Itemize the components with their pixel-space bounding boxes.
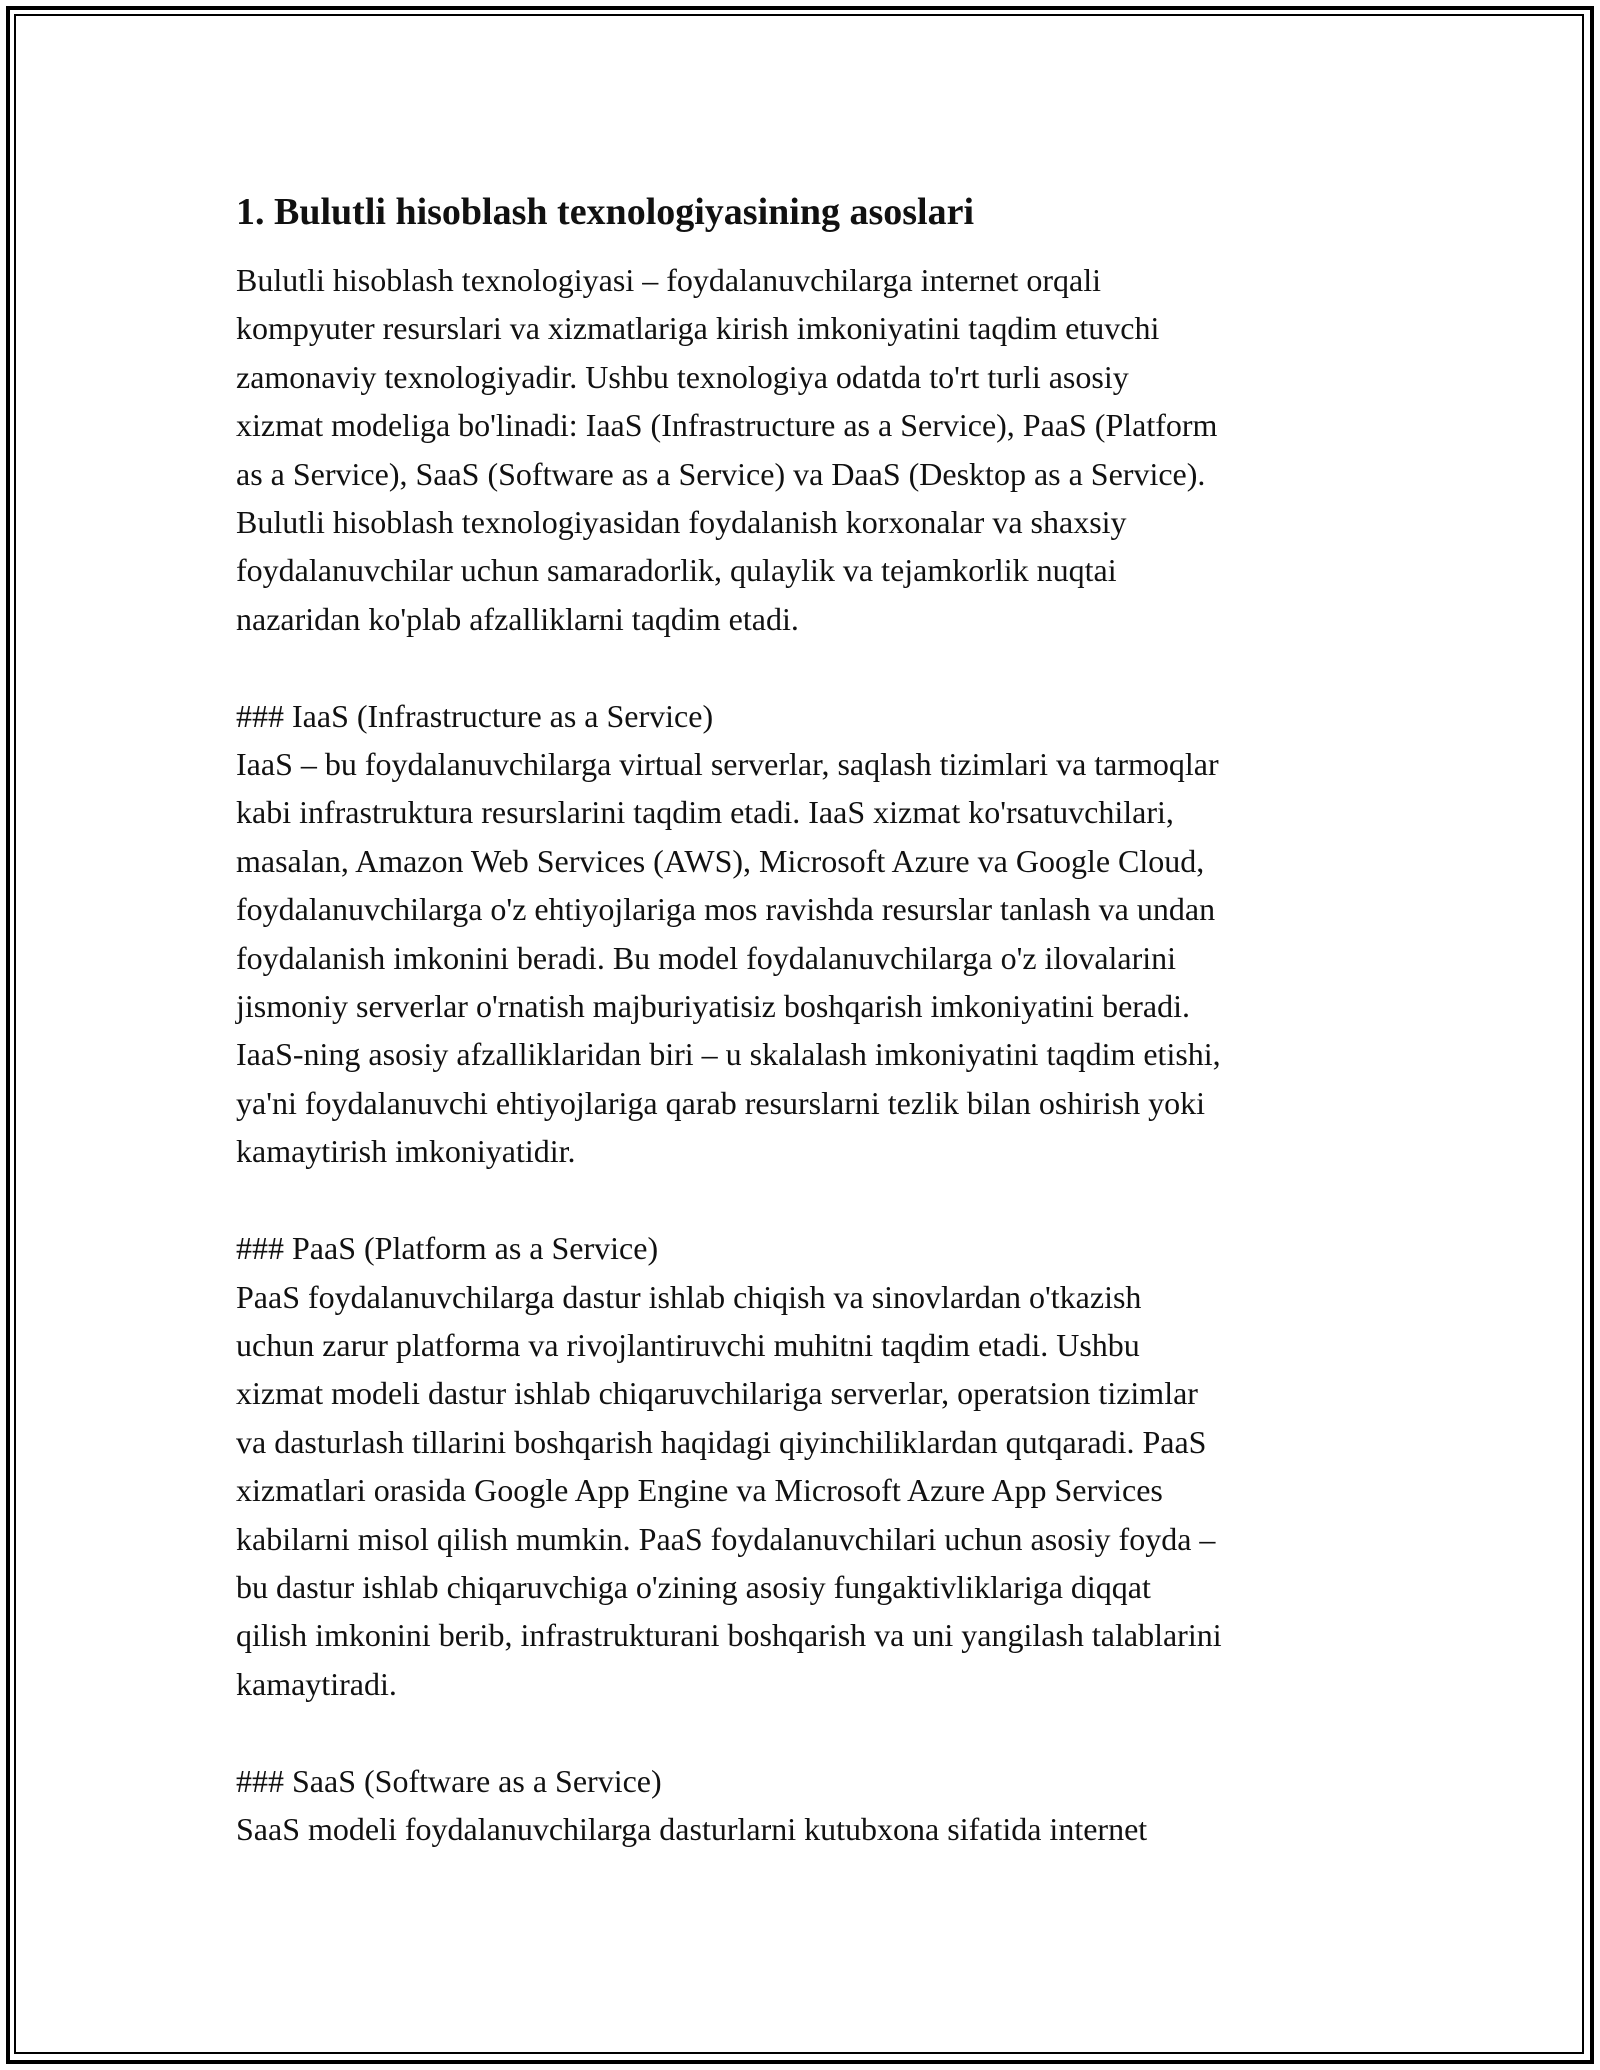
text-line: zamonaviy texnologiyadir. Ushbu texnologiya odatda to'rt turli asosiy: [236, 358, 1129, 395]
text-line: xizmat modeliga bo'linadi: IaaS (Infrastructure as a Service), PaaS (Platform: [236, 407, 1218, 444]
text-line: va dasturlash tillarini boshqarish haqidagi qiyinchiliklardan qutqaradi. PaaS: [236, 1423, 1207, 1460]
text-line: xizmatlari orasida Google App Engine va Microsoft Azure App Services: [236, 1472, 1163, 1509]
text-line: bu dastur ishlab chiqaruvchiga o'zining asosiy fungaktivliklariga diqqat: [236, 1568, 1151, 1605]
text-line: nazaridan ko'plab afzalliklarni taqdim etadi.: [236, 600, 799, 637]
text-line: IaaS – bu foydalanuvchilarga virtual serverlar, saqlash tizimlari va tarmoqlar: [236, 746, 1219, 783]
text-line: kamaytirish imkoniyatidir.: [236, 1133, 576, 1170]
section-heading: ### PaaS (Platform as a Service): [236, 1230, 659, 1267]
section-paragraph: [236, 1805, 1376, 1853]
text-line: uchun zarur platforma va rivojlantiruvchi muhitni taqdim etadi. Ushbu: [236, 1326, 1140, 1363]
section-paas: [236, 1224, 1376, 1708]
document-body: [236, 186, 1376, 1853]
text-line: kompyuter resurslari va xizmatlariga kirish imkoniyatini taqdim etuvchi: [236, 310, 1160, 347]
text-line: PaaS foydalanuvchilarga dastur ishlab chiqish va sinovlardan o'tkazish: [236, 1278, 1142, 1315]
section-paragraph: [236, 740, 1376, 1176]
document-title: 1. Bulutli hisoblash texnologiyasining asoslari: [236, 191, 975, 233]
text-line: foydalanish imkonini beradi. Bu model foydalanuvchilarga o'z ilovalarini: [236, 939, 1177, 976]
text-line: IaaS-ning asosiy afzalliklaridan biri – u skalalash imkoniyatini taqdim etishi,: [236, 1036, 1221, 1073]
text-line: xizmat modeli dastur ishlab chiqaruvchilariga serverlar, operatsion tizimlar: [236, 1375, 1198, 1412]
section-heading: ### IaaS (Infrastructure as a Service): [236, 697, 714, 734]
text-line: kabi infrastruktura resurslarini taqdim etadi. IaaS xizmat ko'rsatuvchilari,: [236, 794, 1174, 831]
text-line: kamaytiradi.: [236, 1665, 397, 1702]
section-saas: [236, 1757, 1376, 1854]
text-line: foydalanuvchilarga o'z ehtiyojlariga mos ravishda resurslar tanlash va undan: [236, 891, 1216, 928]
text-line: ya'ni foydalanuvchi ehtiyojlariga qarab resurslarni tezlik bilan oshirish yoki: [236, 1084, 1206, 1121]
section-iaas: [236, 692, 1376, 1176]
text-line: kabilarni misol qilish mumkin. PaaS foydalanuvchilari uchun asosiy foyda –: [236, 1520, 1216, 1557]
text-line: Bulutli hisoblash texnologiyasidan foydalanish korxonalar va shaxsiy: [236, 504, 1127, 541]
text-line: as a Service), SaaS (Software as a Service) va DaaS (Desktop as a Service).: [236, 455, 1206, 492]
text-line: foydalanuvchilar uchun samaradorlik, qulaylik va tejamkorlik nuqtai: [236, 552, 1117, 589]
text-line: SaaS modeli foydalanuvchilarga dasturlarni kutubxona sifatida internet: [236, 1810, 1148, 1847]
intro-paragraph: [236, 256, 1376, 643]
text-line: qilish imkonini berib, infrastrukturani boshqarish va uni yangilash talablarini: [236, 1617, 1222, 1654]
text-line: jismoniy serverlar o'rnatish majburiyatisiz boshqarish imkoniyatini beradi.: [236, 988, 1191, 1025]
text-line: masalan, Amazon Web Services (AWS), Microsoft Azure va Google Cloud,: [236, 842, 1205, 879]
section-heading: ### SaaS (Software as a Service): [236, 1762, 662, 1799]
section-paragraph: [236, 1273, 1376, 1709]
text-line: Bulutli hisoblash texnologiyasi – foydalanuvchilarga internet orqali: [236, 262, 1102, 298]
